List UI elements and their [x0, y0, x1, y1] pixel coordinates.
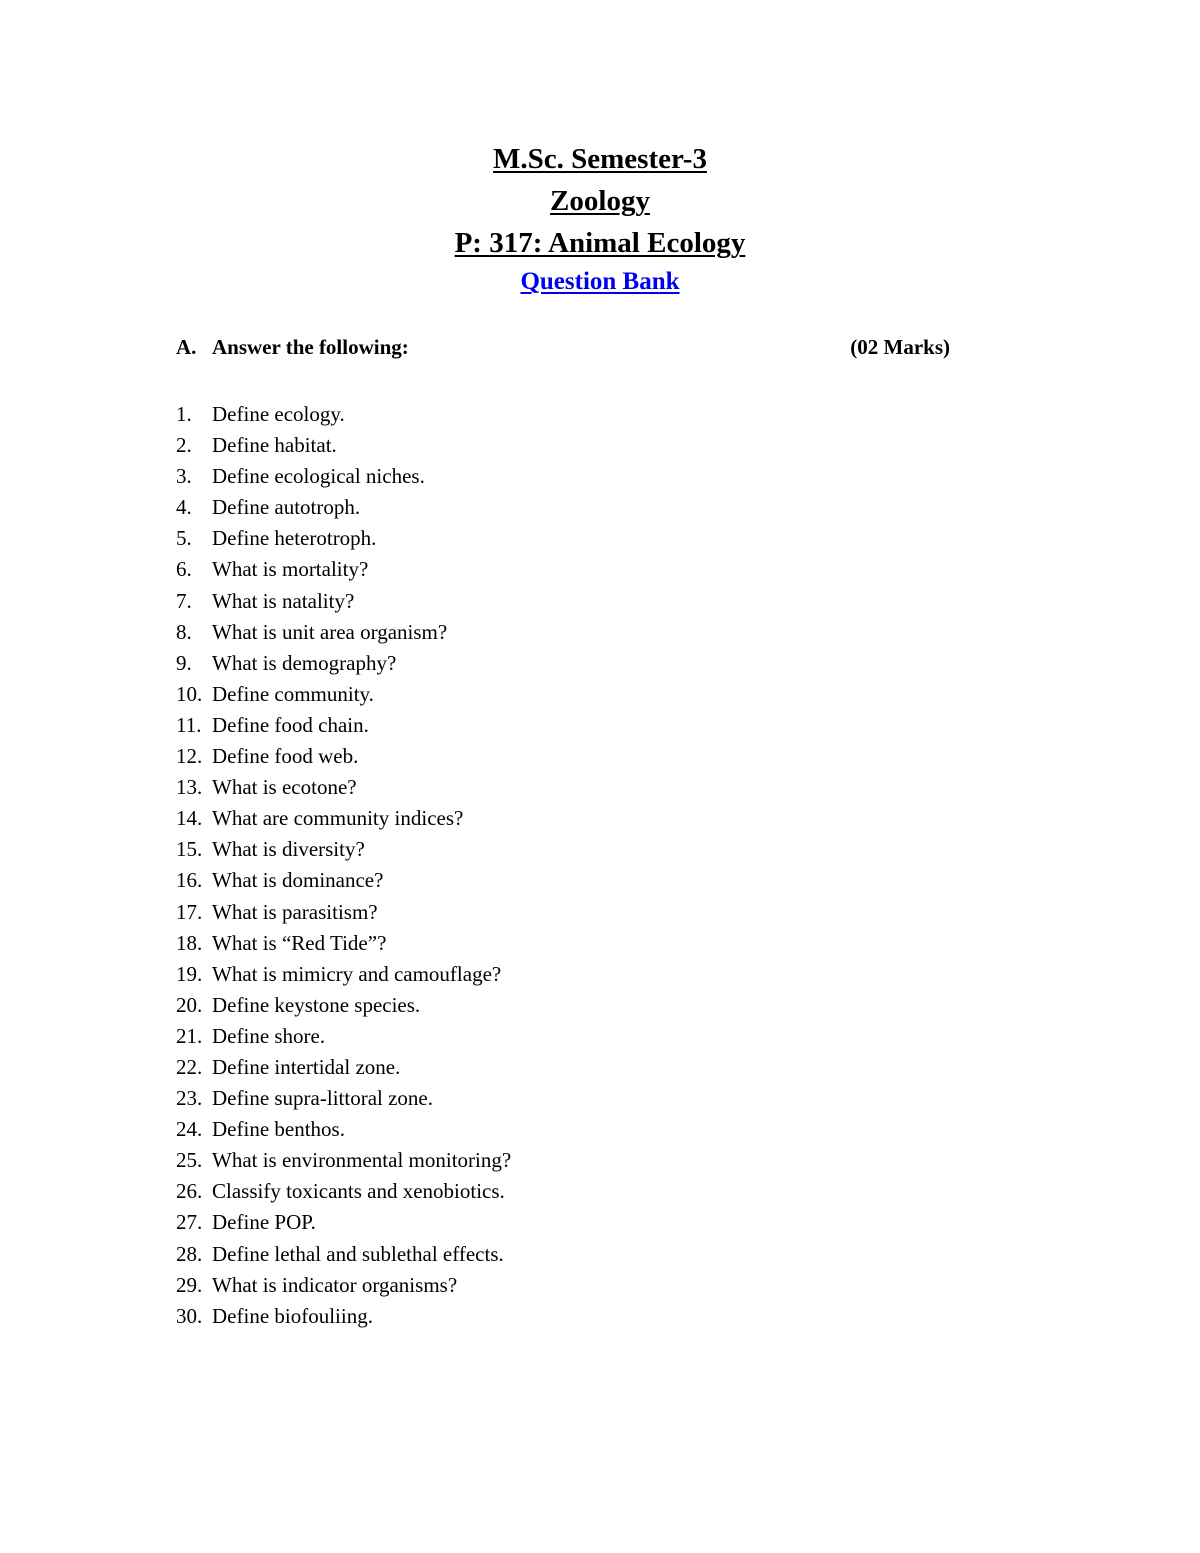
- question-text: Define lethal and sublethal effects.: [212, 1241, 504, 1266]
- question-item: [176, 1270, 976, 1301]
- question-number: 23.: [176, 1086, 203, 1111]
- question-number: 13.: [176, 775, 203, 800]
- question-text: Define supra-littoral zone.: [212, 1086, 433, 1111]
- question-text: What is unit area organism?: [212, 619, 448, 644]
- question-number: 2.: [176, 433, 192, 458]
- question-number: 12.: [176, 744, 203, 769]
- question-item: [176, 834, 976, 865]
- section-heading: [176, 332, 956, 362]
- question-item: [176, 554, 976, 585]
- section-marks: (02 Marks): [850, 335, 950, 359]
- question-item: [176, 461, 976, 492]
- question-number: 21.: [176, 1023, 203, 1048]
- question-text: Define ecological niches.: [212, 464, 425, 489]
- question-item: [176, 803, 976, 834]
- question-text: Define biofouliing.: [212, 1303, 373, 1328]
- question-text: Define benthos.: [212, 1117, 345, 1142]
- question-text: Define food chain.: [212, 712, 369, 737]
- question-item: [176, 523, 976, 554]
- course-title: M.Sc. Semester-3: [493, 143, 707, 175]
- question-item: [176, 897, 976, 928]
- subject-title: Zoology: [550, 185, 650, 217]
- question-number: 9.: [176, 650, 192, 675]
- question-number: 4.: [176, 495, 192, 520]
- question-list: [176, 399, 976, 1332]
- question-item: [176, 772, 976, 803]
- question-item: [176, 741, 976, 772]
- question-item: [176, 1114, 976, 1145]
- question-item: [176, 430, 976, 461]
- question-text: Define food web.: [212, 744, 359, 769]
- question-text: Define ecology.: [212, 402, 345, 426]
- question-text: Define POP.: [212, 1210, 316, 1235]
- question-number: 17.: [176, 899, 203, 924]
- question-number: 6.: [176, 557, 192, 582]
- question-text: What is mimicry and camouflage?: [212, 961, 502, 986]
- question-number: 27.: [176, 1210, 203, 1235]
- question-item: [176, 1145, 976, 1176]
- question-text: What is mortality?: [212, 557, 369, 582]
- question-text: What is environmental monitoring?: [212, 1148, 512, 1173]
- question-number: 16.: [176, 868, 203, 893]
- question-text: Define habitat.: [212, 433, 337, 458]
- question-number: 19.: [176, 961, 203, 986]
- question-item: [176, 959, 976, 990]
- question-text: Define shore.: [212, 1023, 326, 1048]
- question-number: 30.: [176, 1303, 203, 1328]
- question-text: Define autotroph.: [212, 495, 361, 520]
- question-text: What is diversity?: [212, 837, 365, 862]
- question-number: 28.: [176, 1241, 203, 1266]
- question-item: [176, 617, 976, 648]
- question-number: 14.: [176, 806, 203, 831]
- question-text: Define heterotroph.: [212, 526, 377, 551]
- question-number: 5.: [176, 526, 192, 551]
- question-number: 25.: [176, 1148, 203, 1173]
- question-number: 7.: [176, 588, 192, 613]
- question-text: What are community indices?: [212, 806, 464, 831]
- question-text: What is “Red Tide”?: [212, 930, 387, 955]
- question-number: 3.: [176, 464, 192, 489]
- document-header: [0, 138, 1200, 300]
- question-number: 29.: [176, 1272, 203, 1297]
- question-item: [176, 1301, 976, 1332]
- question-item: [176, 492, 976, 523]
- question-item: [176, 1176, 976, 1207]
- question-number: 8.: [176, 619, 192, 644]
- question-item: [176, 990, 976, 1021]
- question-text: Define community.: [212, 681, 374, 706]
- question-text: What is parasitism?: [212, 899, 378, 924]
- question-item: [176, 1239, 976, 1270]
- question-item: [176, 928, 976, 959]
- question-number: 10.: [176, 681, 203, 706]
- question-number: 18.: [176, 930, 203, 955]
- question-item: [176, 1083, 976, 1114]
- question-item: [176, 865, 976, 896]
- paper-title: P: 317: Animal Ecology: [454, 227, 746, 259]
- question-item: [176, 648, 976, 679]
- question-text: What is ecotone?: [212, 775, 357, 800]
- question-text: What is indicator organisms?: [212, 1272, 458, 1297]
- question-number: 26.: [176, 1179, 203, 1204]
- question-item: [176, 1052, 976, 1083]
- question-text: Define keystone species.: [212, 992, 421, 1017]
- question-text: What is natality?: [212, 588, 355, 613]
- question-bank-link[interactable]: Question Bank: [520, 268, 680, 295]
- question-number: 15.: [176, 837, 203, 862]
- question-text: What is demography?: [212, 650, 397, 675]
- question-number: 20.: [176, 992, 203, 1017]
- question-item: [176, 679, 976, 710]
- question-number: 24.: [176, 1117, 203, 1142]
- question-text: What is dominance?: [212, 868, 384, 893]
- question-number: 1.: [176, 402, 192, 426]
- question-item: [176, 399, 976, 430]
- question-text: Define intertidal zone.: [212, 1054, 401, 1079]
- section-letter: A.: [176, 335, 197, 359]
- question-number: 11.: [176, 712, 202, 737]
- question-text: Classify toxicants and xenobiotics.: [212, 1179, 505, 1204]
- question-item: [176, 1021, 976, 1052]
- section-title: Answer the following:: [212, 335, 409, 359]
- question-item: [176, 586, 976, 617]
- question-number: 22.: [176, 1054, 203, 1079]
- question-item: [176, 710, 976, 741]
- question-item: [176, 1207, 976, 1238]
